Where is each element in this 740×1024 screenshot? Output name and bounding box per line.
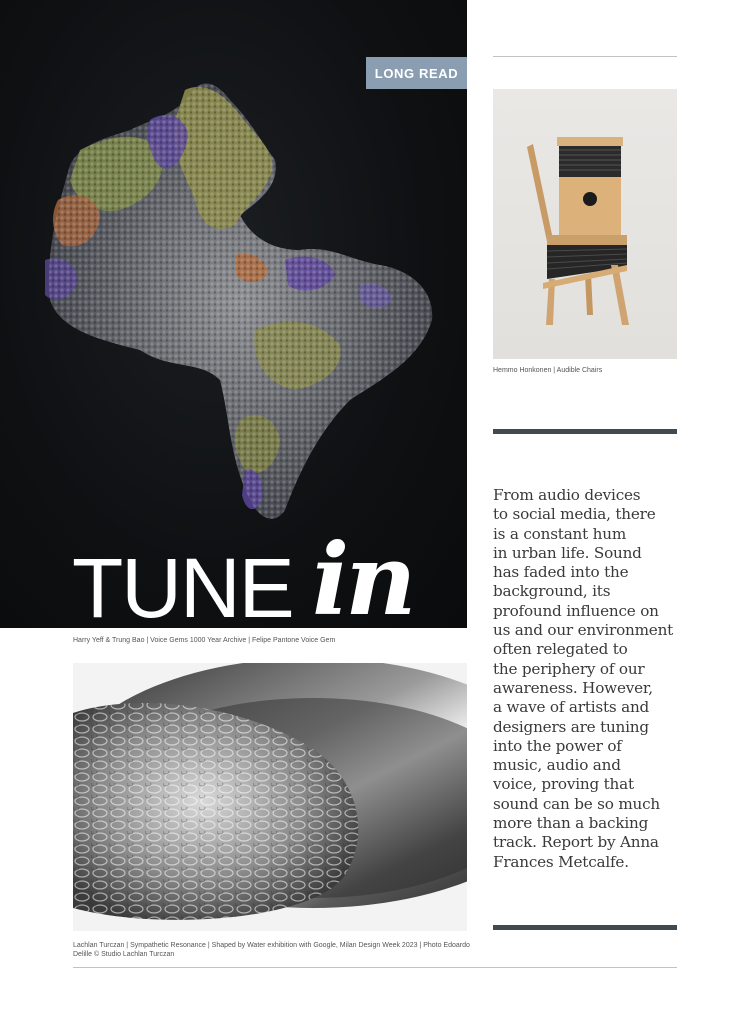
headline [72,523,467,628]
glass-caption-line1: Lachlan Turczan | Sympathetic Resonance | Shaped by Water exhibition with Google, Milan Design Week 2023 | Photo Edoardo [73,942,470,949]
top-divider [493,56,677,57]
hero-image [0,0,467,628]
audible-chair-photo [493,89,677,359]
bottom-divider [73,967,677,968]
intro-top-rule [493,429,677,434]
headline-word-in: in [312,523,413,628]
intro-paragraph: From audio devices to social media, there is a constant hum in urban life. Sound has faded into the background, its profound influence on us and our environment often relegated to the periphery of our awareness. However, a wave of artists and designers are tuning into the power of music, audio and voice, proving that sound can be so much more than a backing track. Report by Anna Frances Metcalfe. [493,486,674,871]
chair-illustration [493,89,677,359]
glass-caption-line2: Delille © Studio Lachlan Turczan [73,951,175,958]
sympathetic-resonance-photo [73,663,467,931]
headline-word-tune: TUNE [72,541,293,628]
long-read-badge: LONG READ [366,57,467,89]
hero-caption: Harry Yeff & Trung Bao | Voice Gems 1000 Year Archive | Felipe Pantone Voice Gem [73,637,336,644]
chair-caption: Hemmo Honkonen | Audible Chairs [493,367,603,374]
intro-bottom-rule [493,925,677,930]
water-glass-illustration [73,663,467,931]
